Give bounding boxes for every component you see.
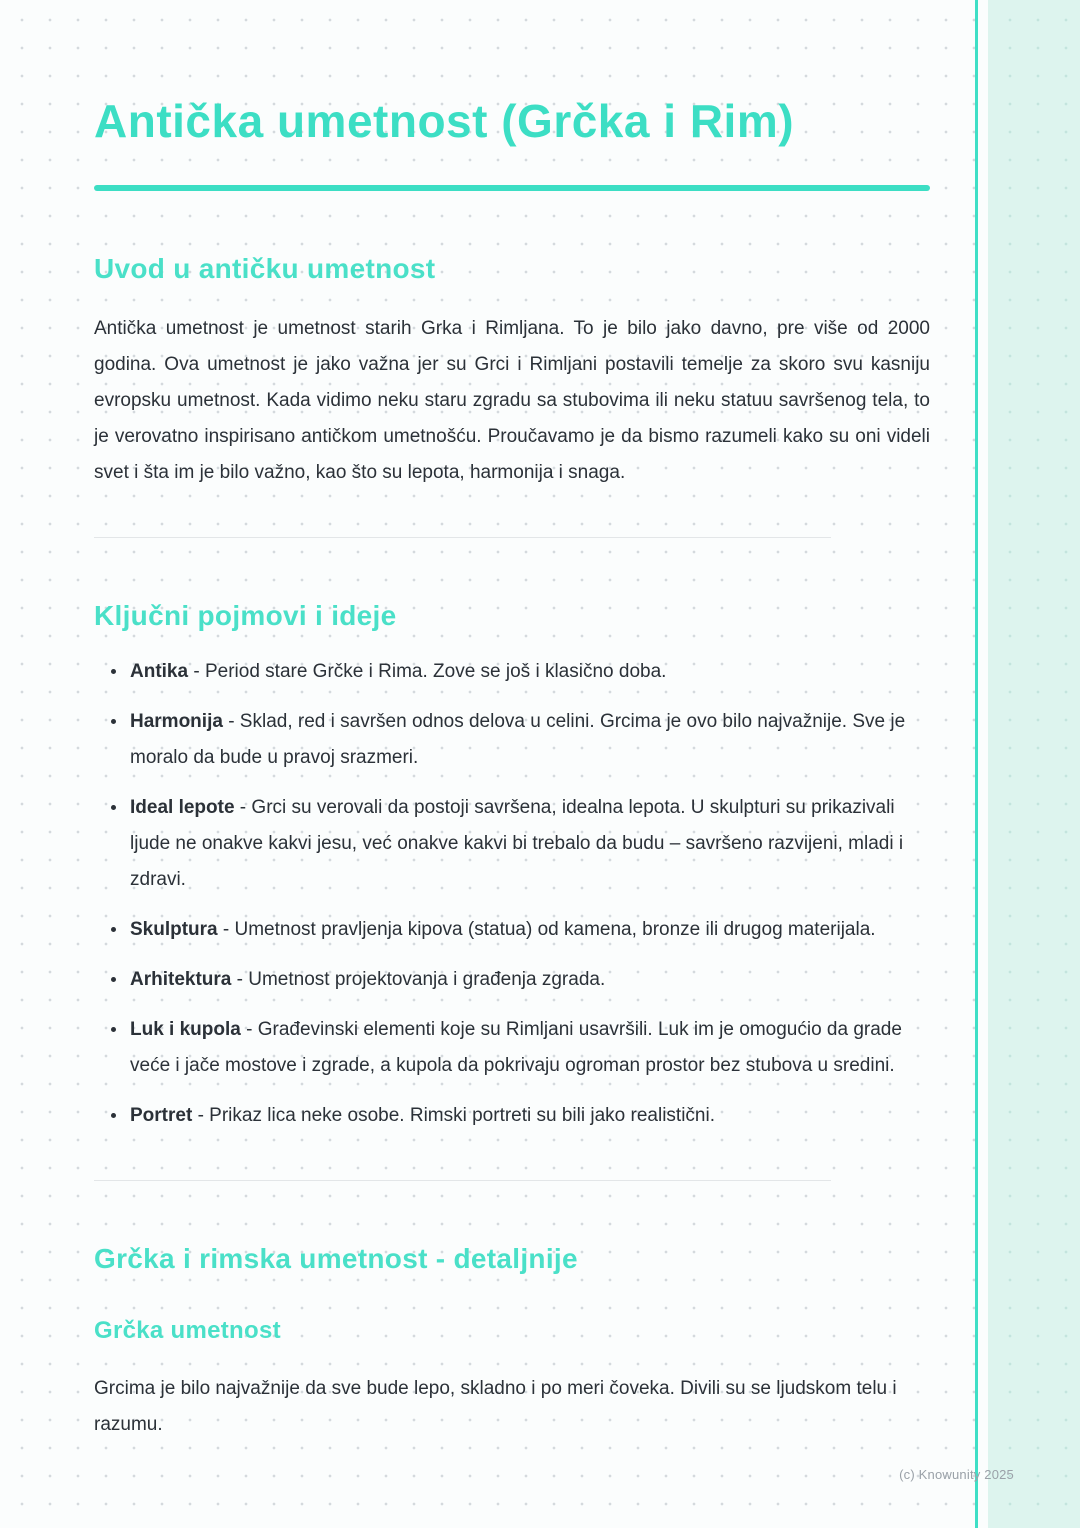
term-label: Harmonija	[130, 710, 223, 732]
list-item	[128, 1098, 930, 1134]
term-description: - Sklad, red i savršen odnos delova u celini. Grcima je ovo bilo najvažnije. Sve je moralo da bude u pravoj srazmeri.	[130, 710, 906, 768]
copyright-credit: (c) Knowunity 2025	[899, 1467, 1014, 1482]
term-description: - Građevinski elementi koje su Rimljani usavršili. Luk im je omogućio da grade veće i jače mostove i zgrade, a kupola da pokrivaju ogroman prostor bez stubova u sredini.	[130, 1018, 902, 1076]
term-label: Skulptura	[130, 918, 218, 940]
section-divider	[94, 537, 831, 538]
term-label: Ideal lepote	[130, 796, 235, 818]
term-description: - Umetnost projektovanja i građenja zgrada.	[231, 968, 606, 990]
term-label: Arhitektura	[130, 968, 232, 990]
section-divider	[94, 1180, 831, 1181]
page-title: Antička umetnost (Grčka i Rim)	[94, 95, 795, 147]
list-item	[128, 912, 930, 948]
section-heading-key-terms: Ključni pojmovi i ideje	[94, 599, 397, 631]
list-item	[128, 704, 930, 776]
list-item	[128, 1012, 930, 1084]
section-heading-intro: Uvod u antičku umetnost	[94, 252, 436, 284]
subsection-heading-greek-art: Grčka umetnost	[94, 1316, 281, 1344]
list-item	[128, 962, 930, 998]
term-description: - Grci su verovali da postoji savršena, idealna lepota. U skulpturi su prikazivali ljude ne onakve kakvi jesu, već onakve kakvi bi trebalo da budu – savršeno razvijeni, mladi i zdravi.	[130, 796, 904, 890]
key-terms-list	[94, 654, 930, 1134]
greek-art-paragraph: Grcima je bilo najvažnije da sve bude lepo, skladno i po meri čoveka. Divili su se ljudskom telu i razumu.	[94, 1377, 897, 1435]
list-item	[128, 790, 930, 898]
term-label: Antika	[130, 660, 189, 682]
intro-paragraph: Antička umetnost je umetnost starih Grka i Rimljana. To je bilo jako davno, pre više od 2000 godina. Ova umetnost je jako važna jer su Grci i Rimljani postavili temelje za skoro svu kasniju evropsku umetnost. Kada vidimo neku staru zgradu sa stubovima ili neku statuu savršenog tela, to je verovatno inspirisano antičkom umetnošću. Proučavamo je da bismo razumeli kako su oni videli svet i šta im je bilo važno, kao što su lepota, harmonija i snaga.	[94, 317, 930, 483]
term-description: - Umetnost pravljenja kipova (statua) od kamena, bronze ili drugog materijala.	[217, 918, 876, 940]
term-description: - Prikaz lica neke osobe. Rimski portreti su bili jako realistični.	[192, 1104, 715, 1126]
title-underline-rule	[94, 185, 930, 191]
list-item	[128, 654, 930, 690]
term-label: Portret	[130, 1104, 193, 1126]
section-heading-details: Grčka i rimska umetnost - detaljnije	[94, 1242, 578, 1274]
term-description: - Period stare Grčke i Rima. Zove se još i klasično doba.	[188, 660, 667, 682]
term-label: Luk i kupola	[130, 1018, 241, 1040]
